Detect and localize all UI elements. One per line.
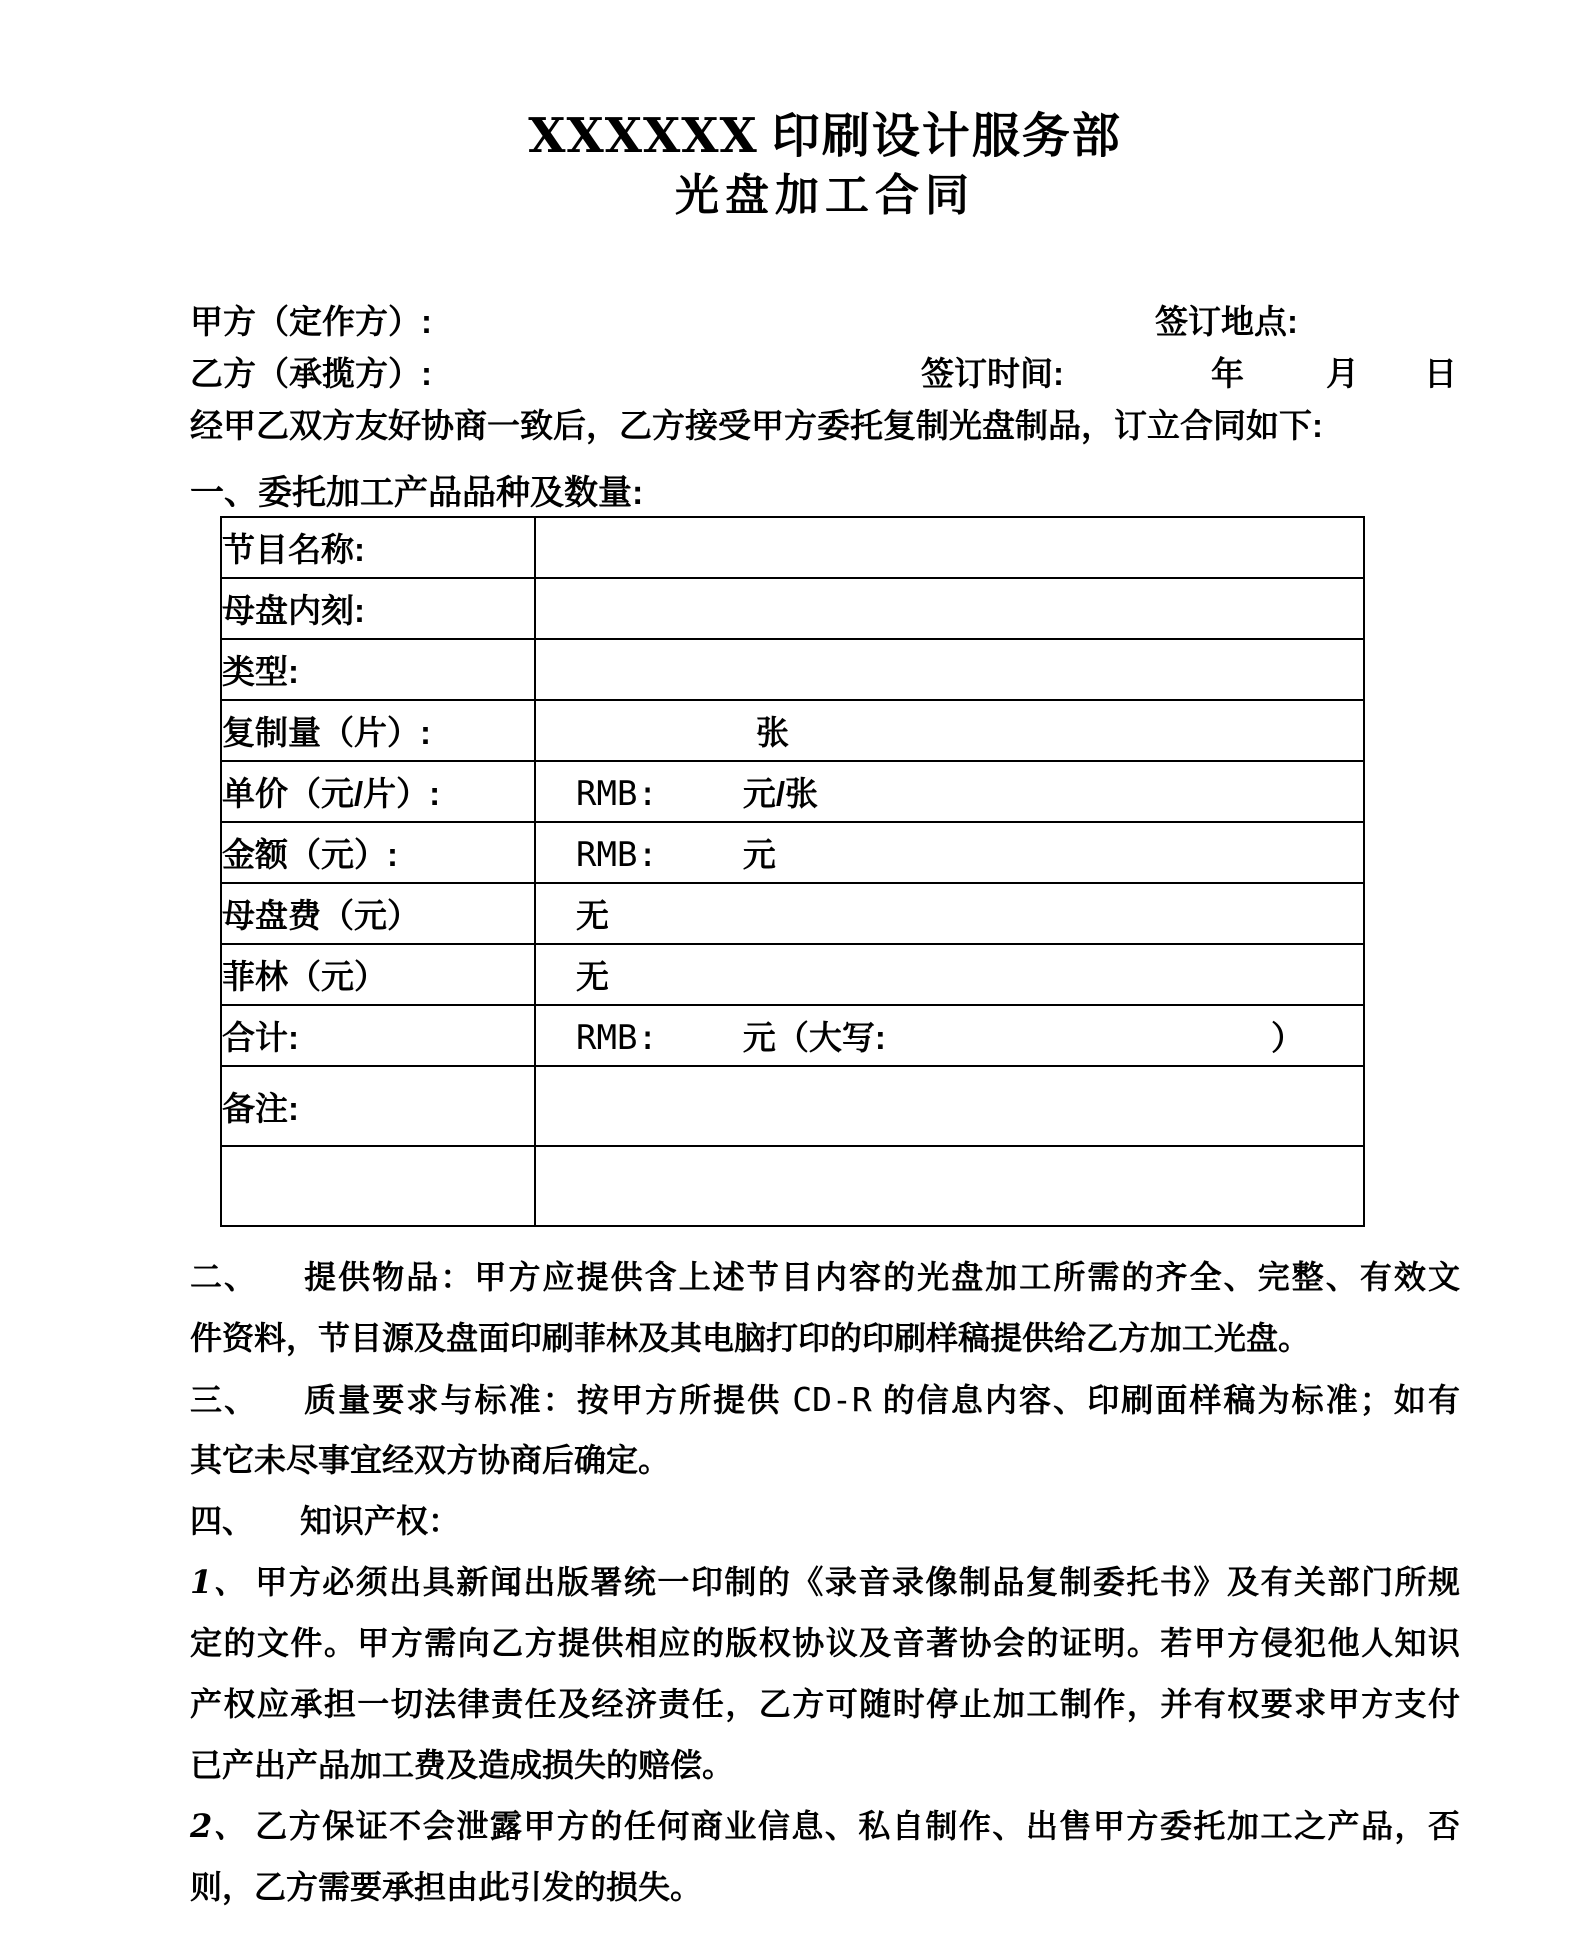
section3-text-b: 的信息内容、印刷面样稿为标准；如有 bbox=[871, 1382, 1460, 1418]
row-label-cell bbox=[221, 1005, 535, 1066]
row-label-cell bbox=[221, 944, 535, 1005]
clause1-text: 甲方必须出具新闻出版署统一印制的《录音录像制品复制委托书》及有关部门所规 bbox=[255, 1564, 1460, 1600]
intro-line: 经甲乙双方友好协商一致后，乙方接受甲方委托复制光盘制品，订立合同如下: bbox=[190, 407, 1323, 444]
value-text: 无 bbox=[576, 897, 609, 934]
amount-in-words-close: ） bbox=[1271, 1019, 1304, 1056]
table-row-program-name bbox=[221, 517, 1364, 578]
row-value-cell bbox=[535, 1066, 1364, 1146]
table-row-copy-quantity bbox=[221, 700, 1364, 761]
row-label: 母盘费（元） bbox=[222, 897, 420, 934]
section4-term: 知识产权： bbox=[300, 1503, 461, 1539]
row-value-cell bbox=[535, 639, 1364, 700]
cdr-label: CD-R bbox=[792, 1380, 872, 1419]
rmb-label: RMB: bbox=[576, 835, 658, 875]
section3-number: 三、 bbox=[190, 1382, 259, 1418]
row-label: 合计: bbox=[222, 1019, 299, 1056]
row-value-cell bbox=[535, 1146, 1364, 1226]
section3-line1 bbox=[190, 1369, 1460, 1430]
row-label-cell bbox=[221, 1146, 535, 1226]
row-value-cell bbox=[535, 517, 1364, 578]
section4-number: 四、 bbox=[190, 1503, 255, 1539]
clause1-line2: 定的文件。甲方需向乙方提供相应的版权协议及音著协会的证明。若甲方侵犯他人知识 bbox=[190, 1625, 1460, 1661]
row-label: 类型: bbox=[222, 653, 299, 690]
row-value-cell bbox=[535, 1005, 1364, 1066]
section3-term: 质量要求与标准： bbox=[304, 1382, 577, 1418]
row-label: 金额（元）: bbox=[222, 836, 398, 873]
section4-line bbox=[190, 1491, 1460, 1552]
row-label: 备注: bbox=[222, 1089, 299, 1127]
table-row-amount bbox=[221, 822, 1364, 883]
section2-term: 提供物品： bbox=[304, 1259, 475, 1295]
section3-text-a: 按甲方所提供 bbox=[576, 1382, 793, 1418]
row-label-cell bbox=[221, 761, 535, 822]
unit-text: 元 bbox=[742, 836, 776, 873]
row-label: 母盘内刻: bbox=[222, 592, 365, 629]
row-label-cell bbox=[221, 517, 535, 578]
row-value-cell bbox=[535, 944, 1364, 1005]
clause2-line2: 则，乙方需要承担由此引发的损失。 bbox=[190, 1869, 703, 1905]
row-label-cell bbox=[221, 700, 535, 761]
contract-title: 光盘加工合同 bbox=[675, 170, 975, 221]
row-label-cell bbox=[221, 1066, 535, 1146]
row-value-cell bbox=[535, 700, 1364, 761]
row-label: 复制量（片）: bbox=[222, 714, 431, 751]
value-text: 无 bbox=[576, 958, 609, 995]
section2-number: 二、 bbox=[190, 1259, 259, 1295]
clause2-text: 乙方保证不会泄露甲方的任何商业信息、私自制作、出售甲方委托加工之产品，否 bbox=[255, 1808, 1460, 1844]
section2-line2: 件资料，节目源及盘面印刷菲林及其电脑打印的印刷样稿提供给乙方加工光盘。 bbox=[190, 1320, 1311, 1356]
contract-clauses bbox=[190, 1247, 1460, 1918]
table-row-total bbox=[221, 1005, 1364, 1066]
party-b-label: 乙方（承揽方）: bbox=[190, 355, 432, 392]
party-b-row bbox=[190, 348, 1460, 400]
row-label: 单价（元/片）: bbox=[222, 775, 441, 812]
amount-in-words-open: 元（大写: bbox=[742, 1019, 886, 1056]
party-a-row bbox=[190, 296, 1460, 348]
row-value-cell bbox=[535, 883, 1364, 944]
table-row-film bbox=[221, 944, 1364, 1005]
row-value-cell bbox=[535, 822, 1364, 883]
section2-text: 甲方应提供含上述节目内容的光盘加工所需的齐全、完整、有效文 bbox=[474, 1259, 1460, 1295]
table-row-unit-price bbox=[221, 761, 1364, 822]
unit-text: 元/张 bbox=[742, 775, 819, 812]
clause1-line4: 已产出产品加工费及造成损失的赔偿。 bbox=[190, 1747, 735, 1783]
clause2-number: 2、 bbox=[190, 1807, 248, 1845]
row-label-cell bbox=[221, 639, 535, 700]
unit-text: 张 bbox=[756, 714, 789, 751]
company-title-latin: XXXXXX bbox=[528, 108, 758, 164]
row-label: 节目名称: bbox=[222, 531, 365, 568]
sign-year-label: 年 bbox=[1211, 355, 1244, 392]
clause1-line1 bbox=[190, 1552, 1460, 1613]
company-title bbox=[190, 108, 1460, 164]
table-row-master-fee bbox=[221, 883, 1364, 944]
sign-time-label: 签订时间: bbox=[921, 355, 1064, 392]
row-value-cell bbox=[535, 578, 1364, 639]
section1-heading: 一、委托加工产品品种及数量: bbox=[190, 474, 644, 512]
table-row-type bbox=[221, 639, 1364, 700]
sign-place-label: 签订地点: bbox=[1155, 303, 1298, 340]
clause2-line1 bbox=[190, 1796, 1460, 1857]
table-row-remarks bbox=[221, 1066, 1364, 1146]
row-label-cell bbox=[221, 578, 535, 639]
clause1-number: 1、 bbox=[190, 1563, 248, 1601]
clause1-line3: 产权应承担一切法律责任及经济责任，乙方可随时停止加工制作，并有权要求甲方支付 bbox=[190, 1686, 1460, 1722]
company-title-cn: 印刷设计服务部 bbox=[771, 108, 1122, 164]
section3-line2: 其它未尽事宜经双方协商后确定。 bbox=[190, 1442, 671, 1478]
party-a-label: 甲方（定作方）: bbox=[190, 303, 432, 340]
rmb-label: RMB: bbox=[576, 774, 658, 814]
row-value-cell bbox=[535, 761, 1364, 822]
table-row-blank bbox=[221, 1146, 1364, 1226]
row-label-cell bbox=[221, 883, 535, 944]
section2-line1 bbox=[190, 1247, 1460, 1308]
sign-day-label: 日 bbox=[1424, 355, 1457, 392]
table-row-master-engraving bbox=[221, 578, 1364, 639]
product-table bbox=[220, 516, 1365, 1227]
row-label: 菲林（元） bbox=[222, 958, 387, 995]
sign-month-label: 月 bbox=[1326, 355, 1359, 392]
rmb-label: RMB: bbox=[576, 1018, 658, 1058]
row-label-cell bbox=[221, 822, 535, 883]
